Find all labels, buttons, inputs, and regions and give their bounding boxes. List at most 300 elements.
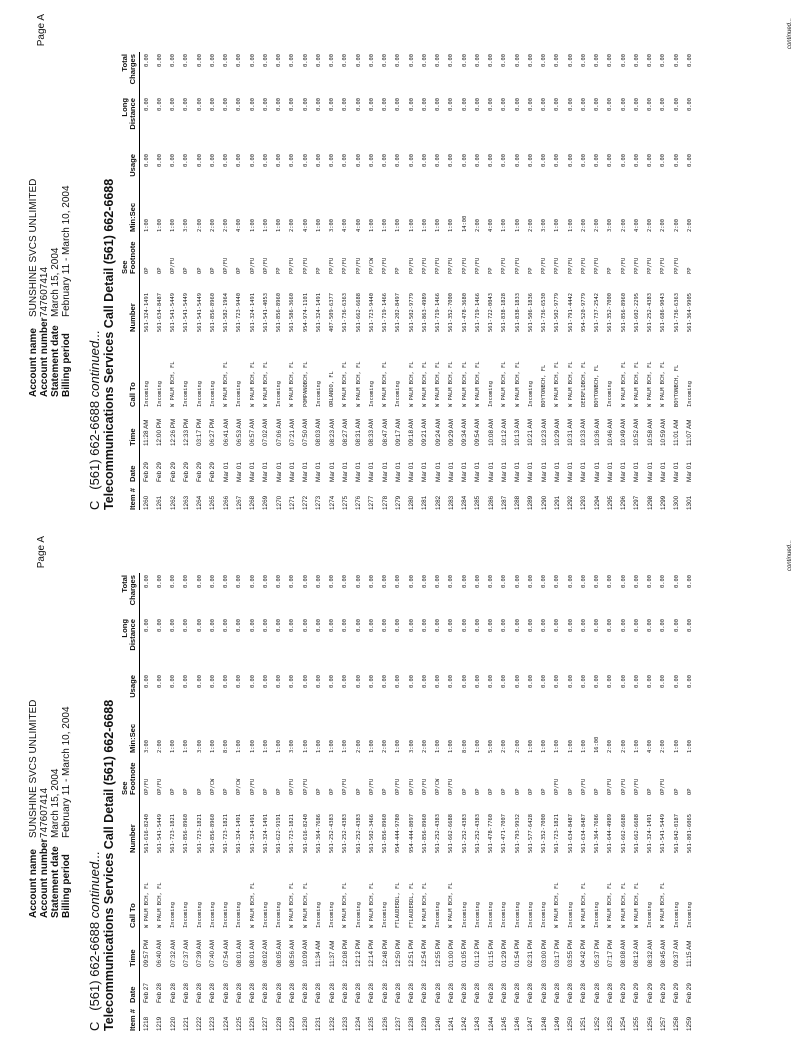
cell-minsec: 1:00 — [315, 740, 322, 753]
cell-date: Feb 29 — [143, 462, 151, 482]
cell-ampm: AM — [288, 418, 296, 429]
cell-usage: 0.00 — [170, 675, 177, 688]
cell-time — [511, 928, 524, 967]
cell-number: 561-722-0043 — [488, 293, 495, 332]
page-label: Page A — [36, 14, 47, 47]
account-name-label: Account name — [28, 849, 39, 918]
cell-ampm: AM — [302, 418, 310, 429]
cell-time-value: 11:07 — [686, 430, 694, 446]
cell-number: 954-974-1101 — [302, 293, 309, 332]
cell-minsec: 2:00 — [673, 219, 680, 232]
col-usage: Usage — [121, 152, 140, 198]
cell-total-charges: 0.00 — [156, 54, 163, 67]
cell-footnote: OP — [315, 788, 322, 795]
cell-minsec: 2:00 — [382, 740, 389, 753]
cell-minsec: 2:00 — [223, 219, 230, 232]
cell-long-distance: 0.00 — [488, 98, 495, 111]
cell-ampm: AM — [143, 419, 151, 430]
cell-ampm: PM — [169, 418, 177, 429]
cell-time-value: 10:58 — [646, 430, 654, 446]
cell-item: 1240 — [434, 1016, 442, 1031]
cell-time — [180, 928, 193, 967]
cell-time-value: 10:46 — [606, 430, 614, 446]
cell-number: 561-364-7686 — [315, 814, 322, 853]
cell-long-distance: 0.00 — [647, 98, 654, 111]
cell-long-distance: 0.00 — [501, 98, 508, 111]
cell-ampm: AM — [620, 939, 628, 950]
cell-usage: 0.00 — [262, 675, 269, 688]
cell-ampm: PM — [341, 939, 349, 950]
cell-usage: 0.00 — [514, 675, 521, 688]
cell-total-charges: 0.00 — [448, 575, 455, 588]
cell-callto: BOYTONBCH, FL — [673, 364, 680, 407]
cell-ampm: AM — [593, 418, 601, 429]
cell-item: 1256 — [646, 1016, 654, 1031]
cell-item: 1236 — [381, 1016, 389, 1031]
cell-footnote: OP/CW — [435, 778, 442, 795]
cell-time — [617, 407, 630, 446]
cell-total-charges: 0.00 — [567, 575, 574, 588]
cell-item: 1262 — [169, 495, 177, 510]
cell-usage: 0.00 — [355, 154, 362, 167]
cell-time — [458, 407, 471, 446]
cell-total-charges: 0.00 — [620, 54, 627, 67]
cell-long-distance: 0.00 — [289, 619, 296, 632]
table-row — [630, 573, 643, 1031]
cell-date: Feb 28 — [593, 983, 601, 1003]
cell-minsec: 1:00 — [554, 219, 561, 232]
call-rows — [140, 52, 697, 510]
cell-footnote: PP/FU — [567, 257, 574, 274]
cell-time — [644, 407, 657, 446]
section-heading — [87, 330, 102, 510]
cell-minsec: 4:00 — [236, 219, 243, 232]
cell-usage: 0.00 — [342, 675, 349, 688]
cell-time-value: 03:55 — [567, 951, 575, 967]
cell-long-distance: 0.00 — [302, 619, 309, 632]
cell-long-distance: 0.00 — [156, 98, 163, 111]
cell-long-distance: 0.00 — [183, 619, 190, 632]
cell-long-distance: 0.00 — [421, 619, 428, 632]
cell-date: Feb 28 — [209, 983, 217, 1003]
cell-footnote: OP — [329, 788, 336, 795]
cell-ampm: PM — [408, 939, 416, 950]
cell-callto: Incoming — [183, 902, 190, 928]
cell-total-charges: 0.00 — [183, 575, 190, 588]
cell-total-charges: 0.00 — [342, 54, 349, 67]
cell-callto: W PALM BCH, FL — [633, 882, 640, 928]
cell-number: 561-719-1466 — [435, 293, 442, 332]
cell-date: Feb 29 — [169, 462, 177, 482]
cell-time — [273, 928, 286, 967]
cell-number: 561-506-1836 — [527, 293, 534, 332]
cell-ampm: PM — [567, 939, 575, 950]
cell-number: 954-444-9780 — [395, 814, 402, 853]
cell-usage: 0.00 — [156, 675, 163, 688]
cell-footnote: OP/FU — [408, 778, 415, 795]
cell-number: 561-471-7007 — [501, 814, 508, 853]
cell-date: Feb 28 — [514, 983, 522, 1003]
cell-time-value: 10:23 — [540, 430, 548, 446]
cell-date: Mar 01 — [593, 462, 601, 482]
table-row — [498, 52, 511, 510]
cell-total-charges: 0.00 — [607, 54, 614, 67]
cell-footnote: PP/FU — [448, 257, 455, 274]
cell-number: 561-541-4053 — [262, 293, 269, 332]
cell-total-charges: 0.00 — [355, 54, 362, 67]
cell-long-distance: 0.00 — [315, 619, 322, 632]
cell-callto: W PALM BCH, FL — [342, 361, 349, 407]
cell-long-distance: 0.00 — [209, 98, 216, 111]
cell-item: 1268 — [249, 495, 257, 510]
cell-time-value: 08:12 — [633, 951, 641, 967]
cell-ampm: AM — [222, 418, 230, 429]
col-number: Number — [121, 274, 140, 332]
cell-time-value: 03:17 — [196, 430, 204, 446]
cell-total-charges: 0.00 — [448, 54, 455, 67]
cell-time-value: 10:08 — [487, 430, 495, 446]
cell-number: 561-478-3680 — [461, 293, 468, 332]
cell-footnote: PP — [276, 267, 283, 274]
cell-item: 1228 — [275, 1016, 283, 1031]
cell-time — [471, 928, 484, 967]
cell-minsec: 4:00 — [342, 219, 349, 232]
table-row — [485, 573, 498, 1031]
section-heading — [87, 851, 102, 1031]
cell-item: 1241 — [447, 1016, 455, 1031]
cell-time-value: 04:42 — [580, 951, 588, 967]
cell-time — [524, 928, 537, 967]
cell-minsec: 8:00 — [461, 740, 468, 753]
cell-minsec: 2:00 — [660, 740, 667, 753]
cell-ampm: PM — [209, 418, 217, 429]
cell-long-distance: 0.00 — [633, 98, 640, 111]
cell-long-distance: 0.00 — [143, 619, 150, 632]
cell-usage: 0.00 — [143, 154, 150, 167]
cell-footnote: OP/FU — [302, 778, 309, 795]
cell-footnote: PP/FU — [289, 257, 296, 274]
cell-time — [498, 407, 511, 446]
cell-number: 561-856-8960 — [209, 814, 216, 853]
cell-total-charges: 0.00 — [196, 575, 203, 588]
cell-time — [577, 928, 590, 967]
cell-ampm: AM — [567, 418, 575, 429]
cell-item: 1275 — [341, 495, 349, 510]
cell-ampm: PM — [474, 939, 482, 950]
table-row — [153, 52, 166, 510]
cell-callto: W PALM BCH, FL — [262, 361, 269, 407]
cell-usage: 0.00 — [448, 675, 455, 688]
cell-minsec: 1:00 — [276, 219, 283, 232]
col-long: Long — [120, 619, 129, 638]
cell-time — [339, 928, 352, 967]
cell-number: 561-616-8240 — [302, 814, 309, 853]
cell-date: Mar 01 — [302, 462, 310, 482]
cell-long-distance: 0.00 — [236, 98, 243, 111]
cell-time-value: 08:45 — [659, 951, 667, 967]
cell-total-charges: 0.00 — [329, 54, 336, 67]
cell-long-distance: 0.00 — [170, 98, 177, 111]
cell-total-charges: 0.00 — [607, 575, 614, 588]
cell-number: 561-364-9905 — [686, 293, 693, 332]
cell-minsec: 2:00 — [196, 219, 203, 232]
cell-time — [220, 407, 233, 446]
cell-total-charges: 0.00 — [660, 575, 667, 588]
cell-item: 1226 — [249, 1016, 257, 1031]
cell-time-value: 12:54 — [421, 951, 429, 967]
cell-callto: BOYTONBCH, FL — [594, 364, 601, 407]
cell-ampm: AM — [633, 939, 641, 950]
cell-total-charges: 0.00 — [196, 54, 203, 67]
cell-time-value: 10:31 — [567, 430, 575, 446]
cell-callto: Incoming — [262, 902, 269, 928]
cell-usage: 0.00 — [183, 154, 190, 167]
cell-time-value: 08:56 — [288, 951, 296, 967]
cell-callto: W PALM BCH, FL — [448, 361, 455, 407]
cell-time — [326, 928, 339, 967]
cell-long-distance: 0.00 — [435, 619, 442, 632]
cell-ampm: AM — [275, 939, 283, 950]
cell-minsec: 1:00 — [368, 219, 375, 232]
cell-item: 1229 — [288, 1016, 296, 1031]
cell-total-charges: 0.00 — [315, 575, 322, 588]
cell-item: 1233 — [341, 1016, 349, 1031]
table-row — [140, 52, 154, 510]
cell-number: 561-586-3660 — [289, 293, 296, 332]
cell-item: 1296 — [620, 495, 628, 510]
cell-callto: W PALM BCH, FL — [580, 882, 587, 928]
table-row — [670, 573, 683, 1031]
cell-date: Mar 01 — [474, 462, 482, 482]
cell-usage: 0.00 — [262, 154, 269, 167]
cell-date: Mar 01 — [434, 462, 442, 482]
table-row — [180, 52, 193, 510]
table-row — [167, 573, 180, 1031]
cell-long-distance: 0.00 — [620, 98, 627, 111]
table-row — [551, 52, 564, 510]
cell-footnote: OP — [686, 788, 693, 795]
cell-ampm: AM — [408, 418, 416, 429]
cell-footnote: OP/FU — [620, 778, 627, 795]
cell-date: Feb 28 — [381, 983, 389, 1003]
cell-date: Feb 28 — [182, 983, 190, 1003]
cell-time-value: 09:37 — [673, 951, 681, 967]
cell-ampm: AM — [474, 418, 482, 429]
cell-ampm: AM — [527, 418, 535, 429]
cell-number: 561-723-1821 — [196, 814, 203, 853]
cell-date: Mar 01 — [235, 462, 243, 482]
cell-time — [564, 407, 577, 446]
cell-number: 561-723-1821 — [223, 814, 230, 853]
table-row — [511, 52, 524, 510]
cell-item: 1286 — [487, 495, 495, 510]
cell-date: Feb 28 — [434, 983, 442, 1003]
cell-item: 1279 — [394, 495, 402, 510]
cell-time — [524, 407, 537, 446]
cell-date: Mar 01 — [461, 462, 469, 482]
cell-item: 1293 — [580, 495, 588, 510]
cell-footnote: OP — [236, 267, 243, 274]
cell-usage: 0.00 — [302, 154, 309, 167]
cell-item: 1225 — [235, 1016, 243, 1031]
cell-usage: 0.00 — [236, 154, 243, 167]
cell-time-value: 09:18 — [408, 430, 416, 446]
cell-minsec: 1:00 — [262, 740, 269, 753]
cell-time-value: 10:33 — [580, 430, 588, 446]
table-row — [365, 573, 378, 1031]
cell-time — [273, 407, 286, 446]
cell-minsec: 1:00 — [156, 219, 163, 232]
cell-total-charges: 0.00 — [395, 54, 402, 67]
cell-ampm: AM — [249, 418, 257, 429]
cell-number: 561-541-5449 — [660, 814, 667, 853]
table-row — [577, 52, 590, 510]
cell-usage: 0.00 — [170, 154, 177, 167]
cell-number: 561-723-1821 — [289, 814, 296, 853]
cell-time — [511, 407, 524, 446]
cell-ampm: PM — [593, 939, 601, 950]
cell-time-value: 10:12 — [500, 430, 508, 446]
cell-usage: 0.00 — [554, 675, 561, 688]
cell-ampm: AM — [606, 418, 614, 429]
table-header-row — [121, 573, 140, 1031]
cell-time-value: 01:29 — [500, 951, 508, 967]
cell-long-distance: 0.00 — [580, 98, 587, 111]
cell-number: 561-719-1466 — [474, 293, 481, 332]
col-long-distance — [121, 617, 140, 673]
cell-minsec: 1:00 — [580, 740, 587, 753]
cell-callto: W PALM BCH, FL — [355, 361, 362, 407]
cell-time-value: 08:03 — [315, 430, 323, 446]
cell-callto: Incoming — [276, 381, 283, 407]
cell-minsec: 1:00 — [143, 219, 150, 232]
cell-total-charges: 0.00 — [276, 575, 283, 588]
cell-usage: 0.00 — [673, 675, 680, 688]
cell-time — [365, 928, 378, 967]
cell-footnote: OP — [647, 788, 654, 795]
table-row — [551, 573, 564, 1031]
cell-item: 1291 — [553, 495, 561, 510]
cell-callto: FTLAUDERDL, FL — [395, 882, 402, 928]
cell-usage: 0.00 — [395, 154, 402, 167]
cell-footnote: OP/FU — [607, 778, 614, 795]
cell-total-charges: 0.00 — [488, 575, 495, 588]
cell-ampm: AM — [646, 939, 654, 950]
cell-item: 1265 — [209, 495, 217, 510]
cell-time — [379, 407, 392, 446]
cell-ampm: AM — [540, 418, 548, 429]
cell-ampm: PM — [487, 939, 495, 950]
cell-item: 1258 — [673, 1016, 681, 1031]
table-row — [418, 52, 431, 510]
col-minsec: Min:Sec — [121, 198, 140, 232]
cell-callto: Incoming — [527, 381, 534, 407]
cell-time-value: 09:17 — [394, 430, 402, 446]
account-number: 747607414 — [39, 787, 50, 838]
cell-total-charges: 0.00 — [435, 575, 442, 588]
table-title: Telecommunications Services Call Detail (561) 662-6688 — [102, 178, 116, 510]
cell-item: 1263 — [182, 495, 190, 510]
cell-footnote: OP — [527, 788, 534, 795]
cell-time-value: 11:28 — [143, 430, 151, 446]
cell-ampm: PM — [182, 418, 190, 429]
cell-callto: W PALM BCH, FL — [461, 361, 468, 407]
cell-time — [140, 407, 154, 446]
cell-date: Feb 29 — [633, 983, 641, 1003]
cell-ampm: AM — [302, 939, 310, 950]
cell-callto: W PALM BCH, FL — [607, 882, 614, 928]
cell-callto: W PALM BCH, FL — [633, 361, 640, 407]
cell-usage: 0.00 — [474, 675, 481, 688]
cell-footnote: PP/FU — [302, 257, 309, 274]
cell-time-value: 10:29 — [553, 430, 561, 446]
cell-footnote: OP — [276, 788, 283, 795]
cell-number: 561-723-9440 — [236, 293, 243, 332]
table-row — [273, 52, 286, 510]
table-row — [365, 52, 378, 510]
cell-date: Mar 01 — [421, 462, 429, 482]
cell-item: 1280 — [408, 495, 416, 510]
cell-item: 1299 — [659, 495, 667, 510]
table-row — [432, 52, 445, 510]
cell-total-charges: 0.00 — [302, 575, 309, 588]
cell-ampm: AM — [421, 418, 429, 429]
cell-time — [246, 928, 259, 967]
cell-footnote: PP — [488, 267, 495, 274]
cell-total-charges: 0.00 — [620, 575, 627, 588]
cell-number: 561-736-6363 — [673, 293, 680, 332]
cell-date: Feb 28 — [487, 983, 495, 1003]
cell-total-charges: 0.00 — [673, 54, 680, 67]
cell-date: Feb 28 — [567, 983, 575, 1003]
cell-date: Feb 28 — [249, 983, 257, 1003]
table-row — [180, 573, 193, 1031]
cell-date: Feb 28 — [447, 983, 455, 1003]
cell-time-value: 10:59 — [659, 430, 667, 446]
cell-number: 561-838-1833 — [514, 293, 521, 332]
cell-date: Feb 28 — [196, 983, 204, 1003]
cell-footnote: OP — [501, 788, 508, 795]
cell-time-value: 08:08 — [620, 951, 628, 967]
cell-time-value: 07:02 — [262, 430, 270, 446]
cell-usage: 0.00 — [448, 154, 455, 167]
cell-total-charges: 0.00 — [368, 54, 375, 67]
cell-total-charges: 0.00 — [673, 575, 680, 588]
cell-date: Feb 29 — [196, 462, 204, 482]
cell-ampm: AM — [434, 418, 442, 429]
cell-item: 1222 — [196, 1016, 204, 1031]
cell-ampm: AM — [659, 418, 667, 429]
cell-number: 561-252-4383 — [461, 814, 468, 853]
cell-date: Feb 29 — [182, 462, 190, 482]
cell-ampm: AM — [673, 939, 681, 950]
table-row — [312, 52, 325, 510]
cell-time-value: 12:50 — [394, 951, 402, 967]
cell-callto: Incoming — [686, 902, 693, 928]
table-row — [312, 573, 325, 1031]
cell-footnote: OP/FU — [156, 778, 163, 795]
cell-ampm: AM — [341, 418, 349, 429]
cell-number: 561-863-4989 — [421, 293, 428, 332]
cell-footnote: OP/FU — [223, 257, 230, 274]
cell-item: 1251 — [580, 1016, 588, 1031]
cell-usage: 0.00 — [567, 154, 574, 167]
cell-callto: W PALM BCH, FL — [421, 361, 428, 407]
cell-item: 1220 — [169, 1016, 177, 1031]
cell-usage: 0.00 — [501, 675, 508, 688]
cell-time-value: 12:48 — [381, 951, 389, 967]
cell-footnote: PP/FU — [435, 257, 442, 274]
